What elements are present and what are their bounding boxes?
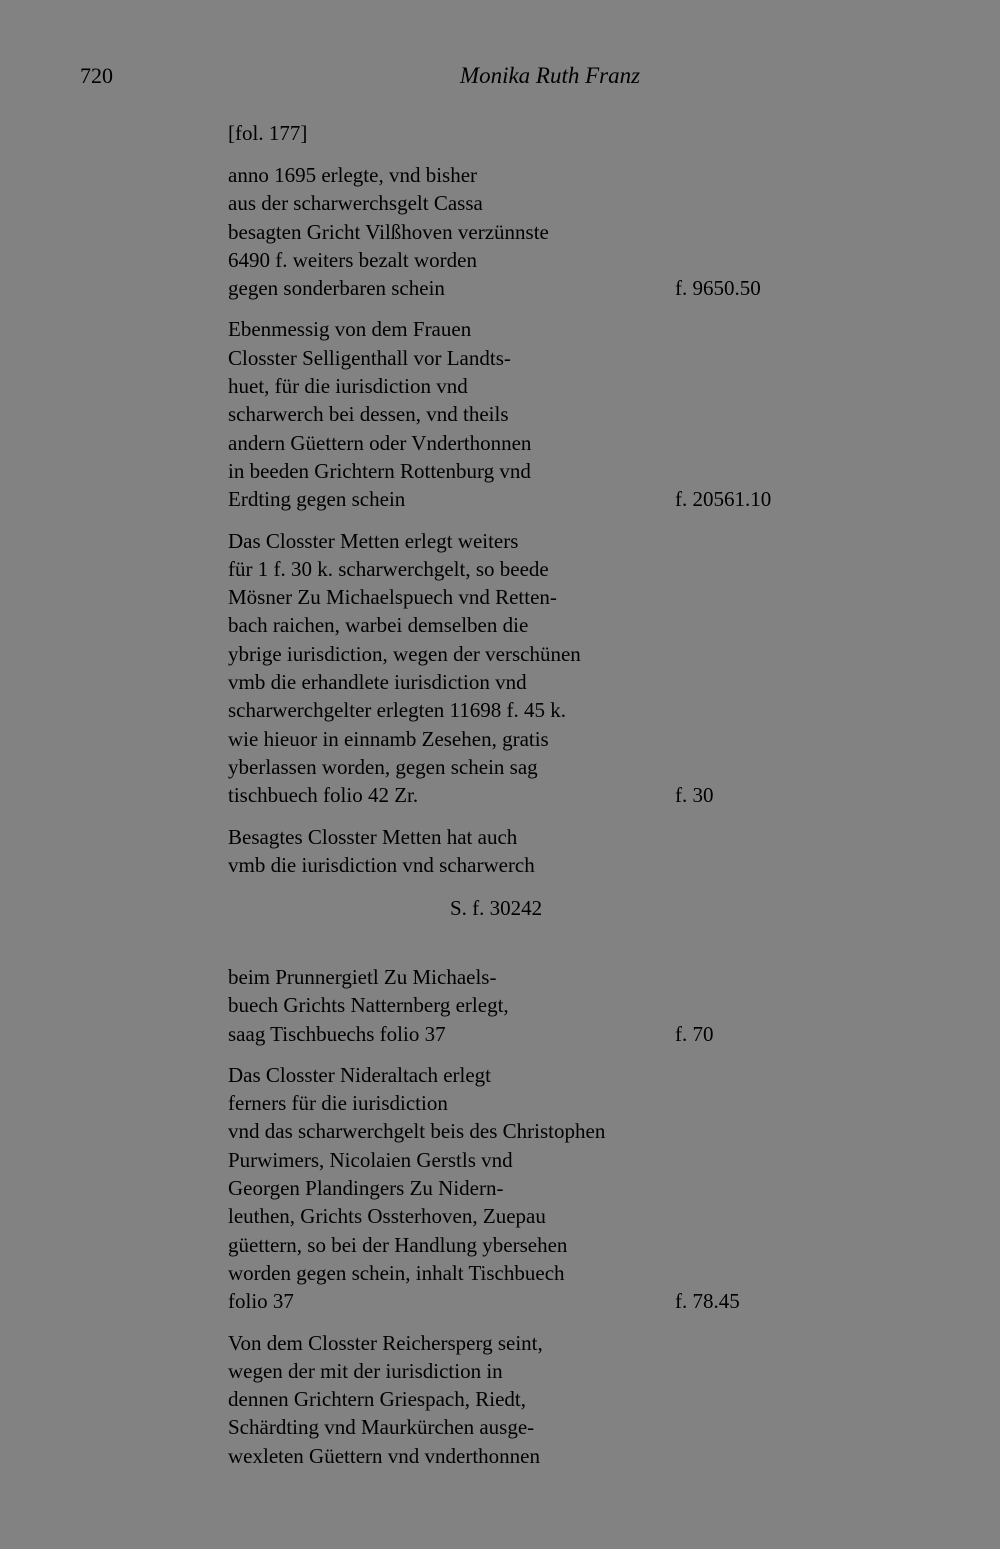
running-head: Monika Ruth Franz (459, 63, 641, 88)
entry-line: beim Prunnergietl Zu Michaels- (228, 965, 497, 989)
entry-line: Das Closster Nideraltach erlegt (228, 1062, 491, 1087)
ledger-entry (228, 161, 868, 302)
entry-line: Georgen Plandingers Zu Nidern- (228, 1176, 504, 1201)
entry-line: wie hieuor in einnamb Zesehen, gratis (228, 726, 549, 751)
entry-line: wexleten Güettern vnd vnderthonnen (228, 1443, 540, 1468)
entry-line: aus der scharwerchsgelt Cassa (228, 191, 483, 216)
entry-line: dennen Grichtern Griespach, Riedt, (228, 1387, 526, 1412)
entry-line: anno 1695 erlegte, vnd bisher (228, 163, 478, 187)
ledger-entry (228, 823, 868, 880)
entry-line: vmb die erhandlete iurisdiction vnd (228, 670, 527, 695)
entry-line: Mösner Zu Michaelspuech vnd Retten- (228, 585, 557, 610)
entry-amount: f. 9650.50 (675, 276, 761, 301)
entry-line: scharwerch bei dessen, vnd theils (228, 402, 509, 427)
entry-line: besagten Gricht Vilßhoven verzünnste (228, 219, 549, 244)
entry-amount: f. 78.45 (675, 1289, 740, 1314)
entry-line: güettern, so bei der Handlung ybersehen (228, 1232, 568, 1257)
entry-line: wegen der mit der iurisdiction in (228, 1358, 503, 1383)
entry-line: worden gegen schein, inhalt Tischbuech (228, 1260, 565, 1285)
entry-amount: f. 20561.10 (675, 487, 772, 512)
ledger-entry (228, 1329, 868, 1470)
entry-line: buech Grichts Natternberg erlegt, (228, 993, 509, 1018)
ledger-entry (228, 527, 868, 810)
entry-amount: f. 30 (675, 783, 714, 808)
entry-line: Besagtes Closster Metten hat auch (228, 824, 518, 849)
entry-line: Closster Selligenthall vor Landts- (228, 345, 511, 370)
entry-line: yberlassen worden, gegen schein sag (228, 754, 538, 779)
entry-line: in beeden Grichtern Rottenburg vnd (228, 458, 531, 483)
entry-line: Purwimers, Nicolaien Gerstls vnd (228, 1147, 513, 1172)
folio-reference: [fol. 177] (228, 121, 308, 145)
ledger-entries-top (228, 161, 868, 892)
entry-line: Das Closster Metten erlegt weiters (228, 528, 519, 553)
entry-line: andern Güettern oder Vnderthonnen (228, 430, 532, 455)
entry-line: 6490 f. weiters bezalt worden (228, 247, 477, 272)
entry-amount: f. 70 (675, 1021, 714, 1046)
subtotal: S. f. 30242 (450, 896, 543, 920)
ledger-entry (228, 963, 868, 1048)
entry-line: für 1 f. 30 k. scharwerchgelt, so beede (228, 556, 549, 581)
ledger-entry (228, 315, 868, 513)
page-number: 720 (80, 63, 113, 88)
entry-line: Ebenmessig von dem Frauen (228, 317, 472, 342)
ledger-entries-bottom (228, 963, 868, 1483)
entry-line: huet, für die iurisdiction vnd (228, 374, 468, 399)
entry-line: Von dem Closster Reichersperg seint, (228, 1330, 543, 1355)
entry-line: bach raichen, warbei demselben die (228, 613, 529, 638)
ledger-entry (228, 1061, 868, 1316)
entry-line: tischbuech folio 42 Zr. (228, 783, 419, 808)
entry-line: gegen sonderbaren schein (228, 276, 445, 301)
entry-line: ferners für die iurisdiction (228, 1091, 448, 1116)
entry-line: vnd das scharwerchgelt beis des Christophen (228, 1119, 606, 1144)
entry-line: scharwerchgelter erlegten 11698 f. 45 k. (228, 698, 566, 723)
entry-line: leuthen, Grichts Ossterhoven, Zuepau (228, 1204, 546, 1229)
entry-line: saag Tischbuechs folio 37 (228, 1021, 446, 1046)
entry-line: folio 37 (228, 1289, 294, 1314)
entry-line: vmb die iurisdiction vnd scharwerch (228, 852, 535, 877)
entry-line: Erdting gegen schein (228, 487, 406, 512)
entry-line: ybrige iurisdiction, wegen der verschünen (228, 641, 581, 666)
entry-line: Schärdting vnd Maurkürchen ausge- (228, 1415, 535, 1440)
